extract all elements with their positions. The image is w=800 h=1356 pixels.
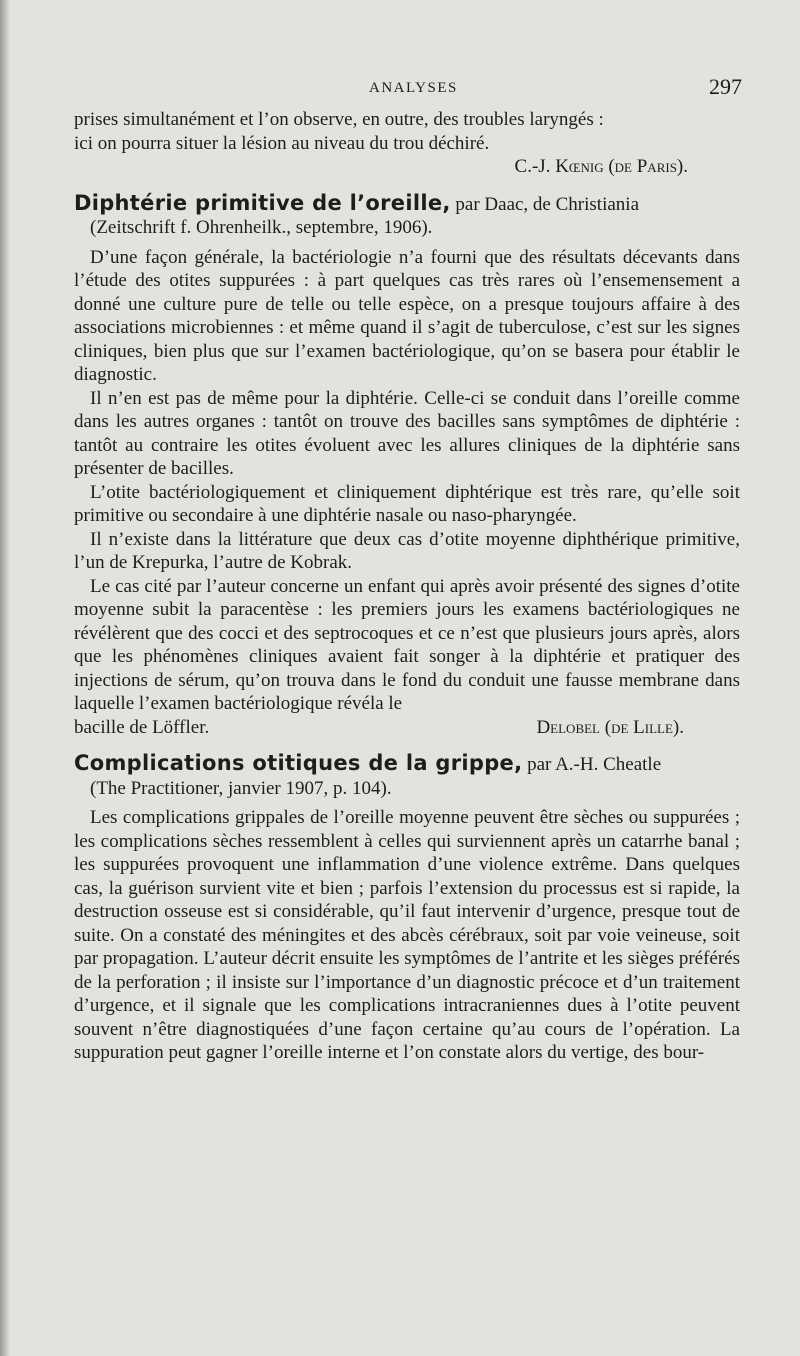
paragraph: L’otite bactériologiquement et cliniquement diphtérique est très rare, qu’elle soit primitive ou secondaire à une diphtérie nasale ou naso-pharyngée. <box>74 481 740 526</box>
article-journal: (Zeitschrift f. Ohrenheilk., septembre, 1906). <box>90 217 433 238</box>
article-body <box>74 806 740 1065</box>
article-journal: (The Practitioner, janvier 1907, p. 104). <box>90 777 392 799</box>
paragraph: Il n’existe dans la littérature que deux cas d’otite moyenne diphthérique primitive, l’un de Krepurka, l’autre de Kobrak. <box>74 528 740 573</box>
paragraph: Le cas cité par l’auteur concerne un enfant qui après avoir présenté des signes d’otite moyenne subit la paracentèse : les premiers jours les examens bactériologiques ne révélèrent que des cocci et des septrocoques et ce n’est que plusieurs jours après, alors que les phénomènes cliniques avaient fait songer à la diphtérie et pratiquer des injections de sérum, qu’on trouva dans le fond du conduit une fausse membrane dans laquelle l’examen bactériologique révéla le <box>74 575 740 714</box>
article-heading <box>74 192 740 240</box>
article-continuation <box>74 108 740 179</box>
paragraph-end-line <box>74 716 740 740</box>
paragraph: Les complications grippales de l’oreille moyenne peuvent être sèches ou suppurées ; les complications sèches ressemblent à celles qui surviennent après un catarrhe banal ; les suppurées provoquent une inflammation d’une violence extrême. Dans quelques cas, la guérison survient vite et bien ; parfois l’extension du processus est si rapide, la destruction osseuse est si considérable, qu’il faut intervenir d’urgence, presque tout de suite. On a constaté des méningites et des abcès cérébraux, soit par voie veineuse, soit par propagation. L’auteur décrit ensuite les symptômes de l’antrite et les sièges préférés de la perforation ; il insiste sur l’importance d’un diagnostic précoce et d’un traitement d’urgence, et il signale que les complications intracraniennes dues à l’otite peuvent souvent n’être diagnostiquées d’une façon certaine qu’au cours de l’opération. La suppuration peut gagner l’oreille interne et l’on constate alors du vertige, des bour- <box>74 807 740 1063</box>
article-title-line <box>74 192 740 217</box>
paragraph: D’une façon générale, la bactériologie n’a fourni que des résultats décevants dans l’étude des otites suppurées : à part quelques cas très rares où l’ensemensement a donné une culture pure de telle ou telle espèce, on a presque toujours affaire à des associations microbiennes : et même quand il s’agit de tuberculose, c’est sur les signes cliniques, bien plus que sur l’examen bactériologique, qu’on se basera pour établir le diagnostic. <box>74 246 740 385</box>
article-body <box>74 246 740 740</box>
paragraph: Il n’en est pas de même pour la diphtérie. Celle-ci se conduit dans l’oreille comme dans les autres organes : tantôt on trouve des bacilles sans symptômes de diphtérie : tantôt au contraire les otites évoluent avec les allures cliniques de la diphtérie sans présenter de bacilles. <box>74 387 740 479</box>
author-signature: Delobel (de Lille). <box>536 716 684 738</box>
article-title: Complications otitiques de la grippe, <box>74 751 523 775</box>
article-byline: par A.-H. Cheatle <box>527 754 662 775</box>
article-title-line <box>74 752 740 777</box>
book-binding-shadow <box>0 0 10 1356</box>
article-heading <box>74 752 740 800</box>
running-title: ANALYSES <box>369 80 458 96</box>
text-line: ici on pourra situer la lésion au niveau du trou déchiré. <box>74 132 490 154</box>
page <box>74 74 740 1065</box>
page-number: 297 <box>709 74 742 99</box>
text-line: prises simultanément et l’on observe, en outre, des troubles laryngés : <box>74 109 604 130</box>
running-head <box>74 74 740 108</box>
paragraph-last-line: bacille de Löffler. <box>74 716 210 738</box>
author-signature: C.-J. Kœnig (de Paris). <box>514 156 688 177</box>
article-byline: par Daac, de Christiania <box>455 193 639 215</box>
article-title: Diphtérie primitive de l’oreille, <box>74 190 451 215</box>
